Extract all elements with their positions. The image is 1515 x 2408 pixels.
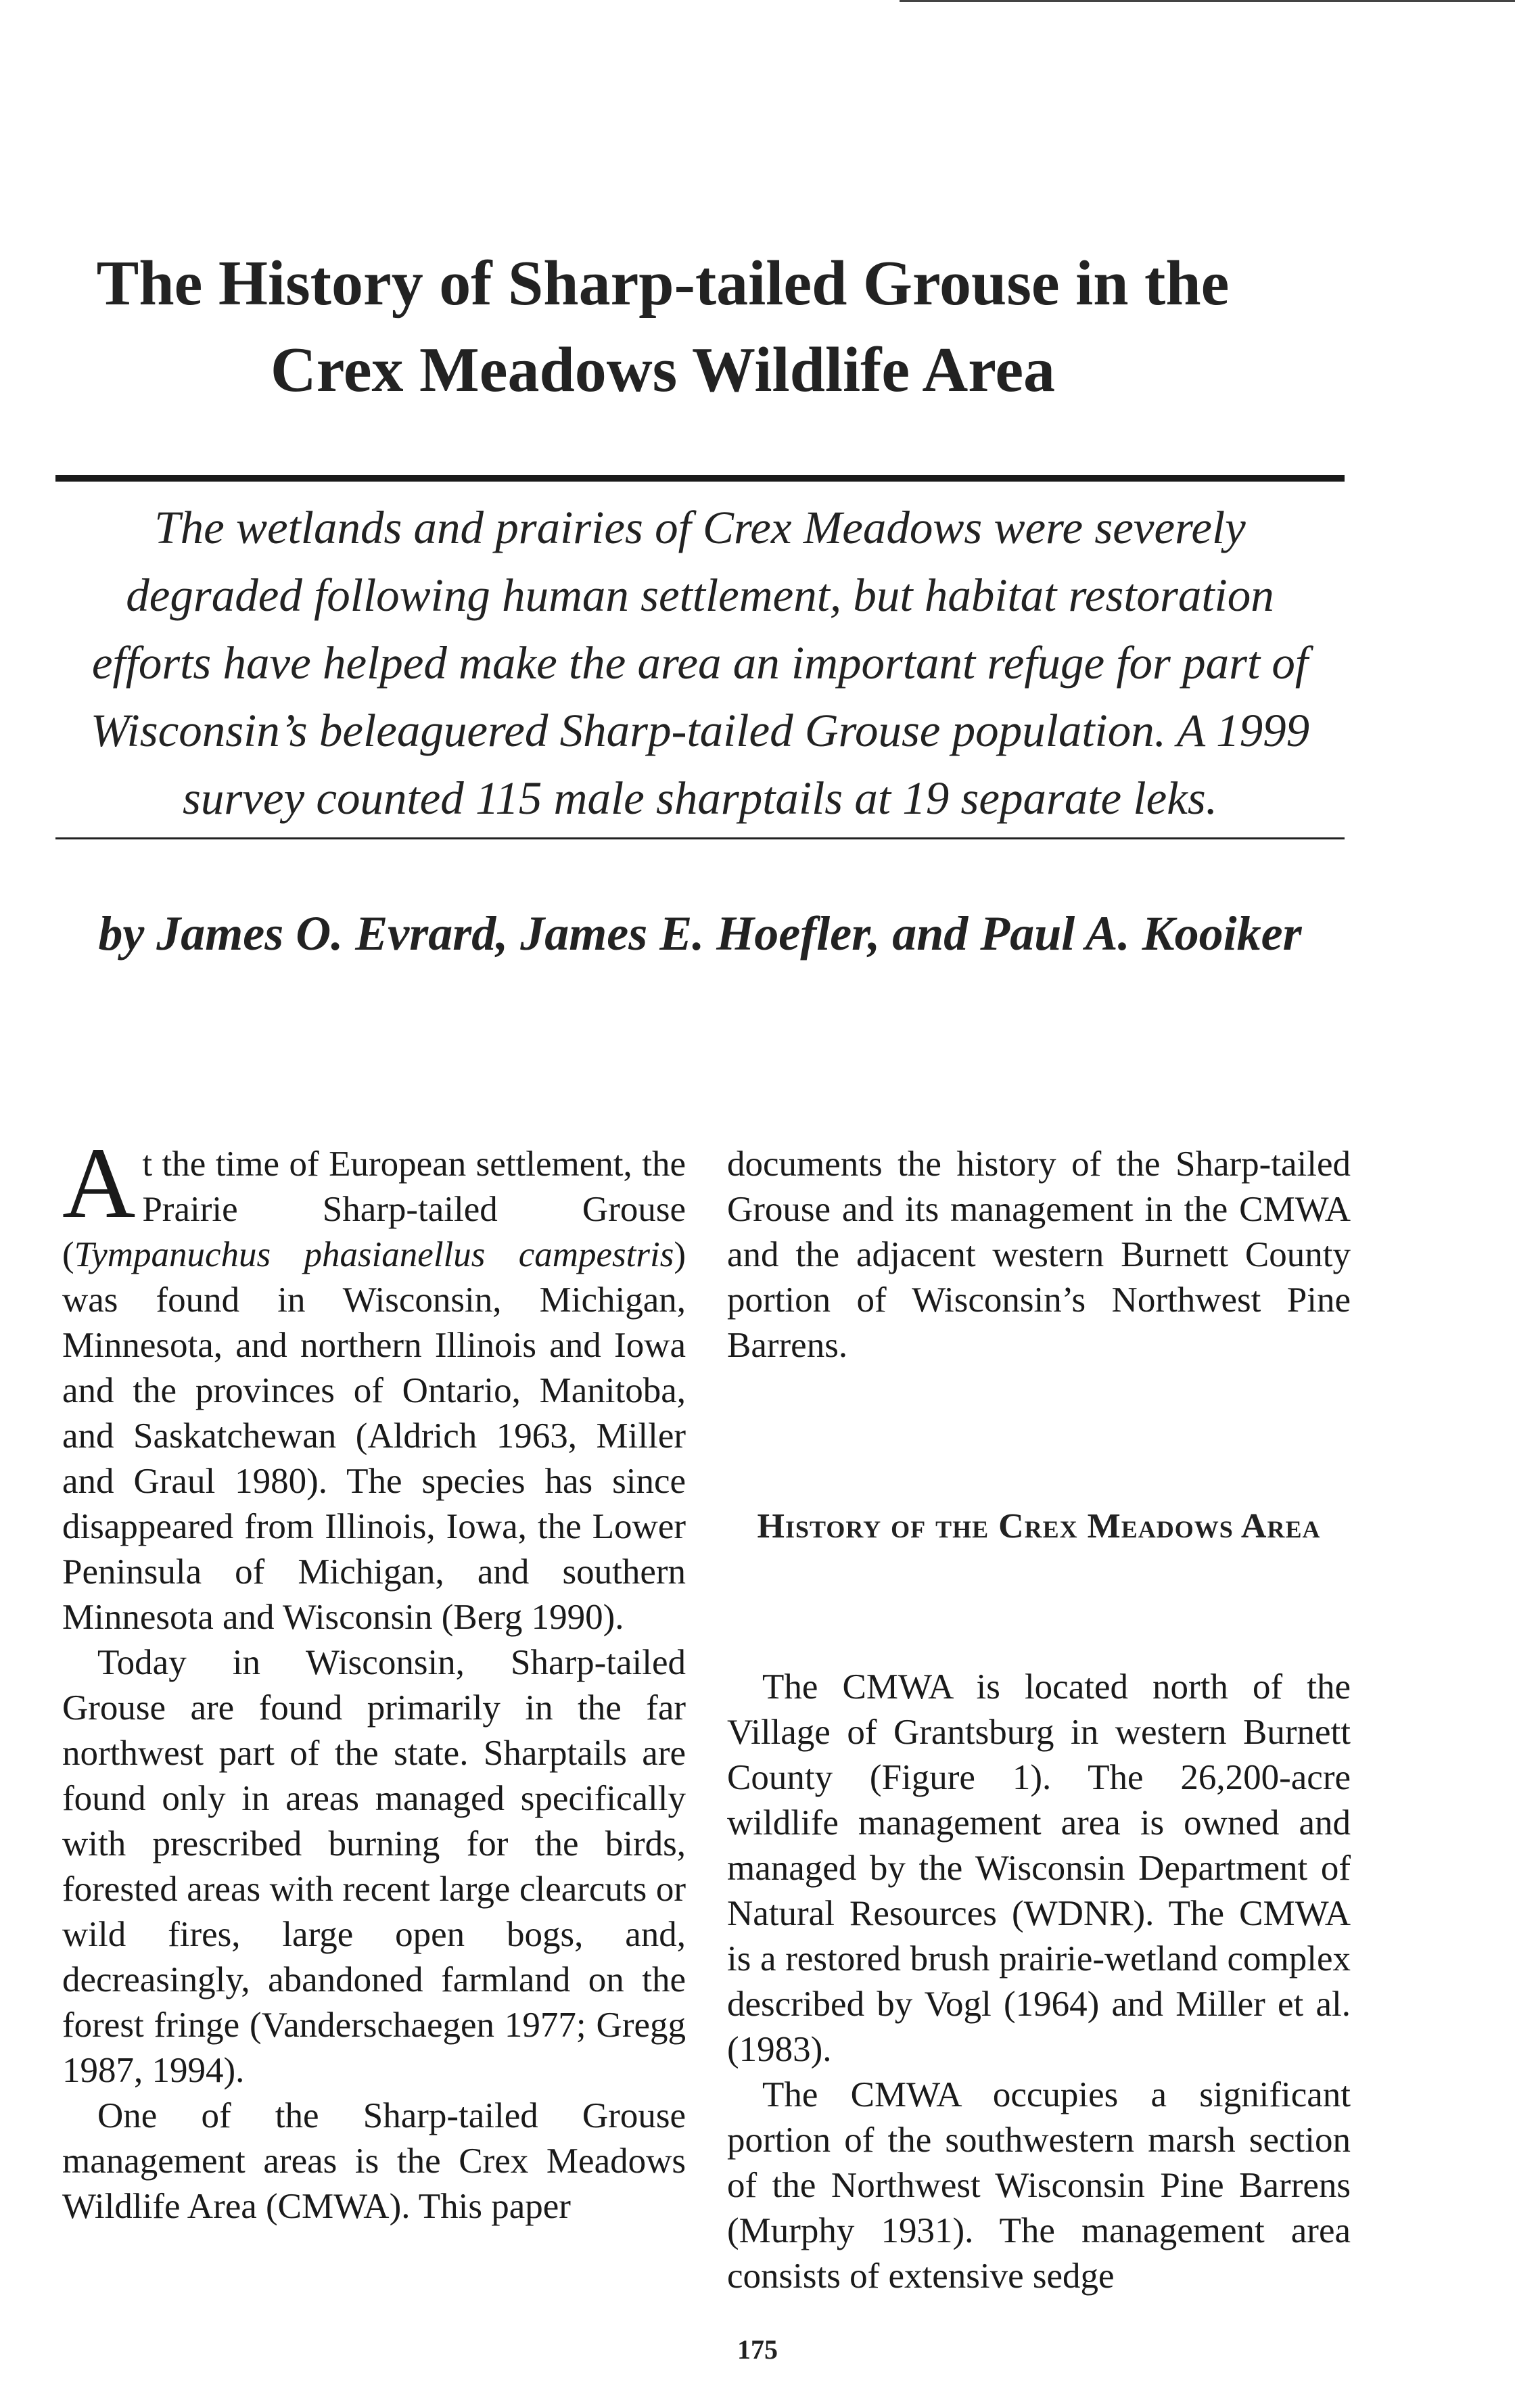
drop-cap: A (62, 1127, 136, 1239)
paragraph-5: The CMWA occupies a significant portion of the southwestern marsh section of the Northwest Wisconsin Pine Barrens (Murphy 1931). The management area consists of extensive sedge (727, 2075, 1351, 2296)
byline: by James O. Evrard, James E. Hoefler, and Paul A. Kooiker (98, 906, 1302, 960)
paragraph-2: Today in Wisconsin, Sharp-tailed Grouse are found primarily in the far northwest part of the state. Sharptails are found only in areas managed specifically with prescribed burning for the birds, forested areas with recent large clearcuts or wild fires, large open bogs, and, decreasingly, abandoned farmland on the forest fringe (Vanderschaegen 1977; Gregg 1987, 1994). (62, 1643, 686, 2090)
paragraph-1-text-a: t the time of European settlement, the Prairie Sharp-tailed Grouse ( (62, 1144, 686, 1274)
scientific-name: Tympanuchus phasianellus campestris (74, 1235, 674, 1274)
top-edge-rule (900, 0, 1515, 2)
paragraph-3: One of the Sharp-tailed Grouse management areas is the Crex Meadows Wildlife Area (CMWA). This paper (62, 2096, 686, 2226)
paragraph-1 (62, 1127, 686, 1640)
paragraph-1-text-b: ) was found in Wisconsin, Michigan, Minnesota, and northern Illinois and Iowa and the provinces of Ontario, Manitoba, and Saskatchewan (Aldrich 1963, Miller and Graul 1980). The species has since disappeared from Illinois, Iowa, the Lower Peninsula of Michigan, and southern Minnesota and Wisconsin (Berg 1990). (62, 1235, 686, 1637)
right-column (727, 1142, 1351, 2299)
article-title: The History of Sharp-tailed Grouse in the Crex Meadows Wildlife Area (96, 248, 1230, 405)
page-number: 175 (737, 2334, 778, 2365)
paragraph-4: The CMWA is located north of the Village of Grantsburg in western Burnett County (Figure 1). The 26,200-acre wildlife management area is owned and managed by the Wisconsin Department of Natural Resources (WDNR). The CMWA is a restored brush prairie-wetland complex described by Vogl (1964) and Miller et al. (1983). (727, 1667, 1351, 2069)
abstract: The wetlands and prairies of Crex Meadows were severely degraded following human settlement, but habitat restoration efforts have helped make the area an important refuge for part of Wisconsin’s beleaguered Sharp-tailed Grouse population. A 1999 survey counted 115 male sharptails at 19 separate leks. (90, 502, 1310, 824)
section-heading: History of the Crex Meadows Area (757, 1507, 1321, 1546)
abstract-top-rule (55, 475, 1345, 482)
left-column (62, 1127, 686, 2229)
abstract-bottom-rule (55, 837, 1345, 839)
paragraph-3-continued: documents the history of the Sharp-tailed Grouse and its management in the CMWA and the adjacent western Burnett County portion of Wisconsin’s Northwest Pine Barrens. (727, 1144, 1351, 1365)
